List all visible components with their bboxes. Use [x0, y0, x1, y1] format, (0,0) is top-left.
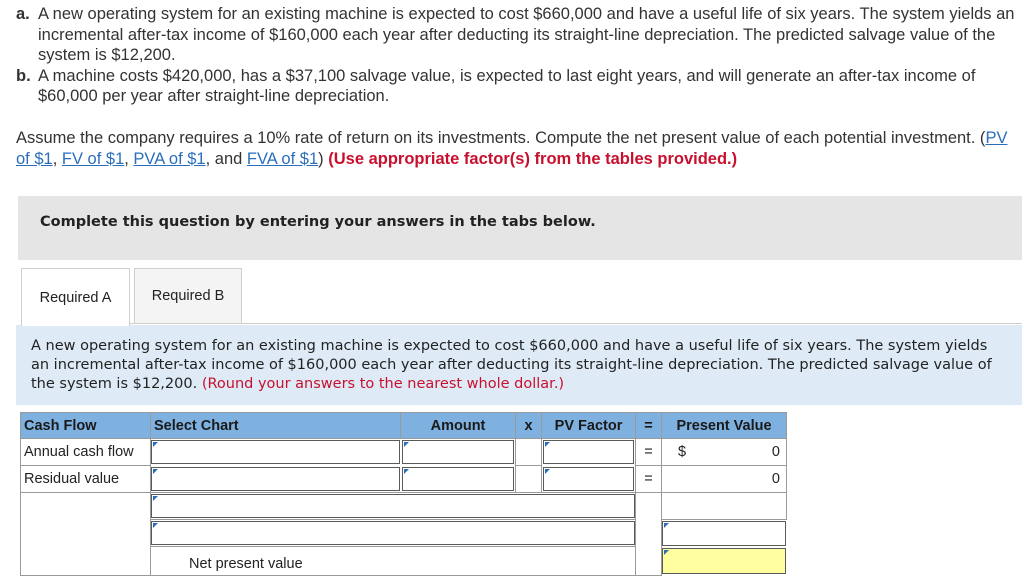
- rounding-note: (Round your answers to the nearest whole dollar.): [201, 376, 565, 392]
- present-value-amount: 0: [771, 444, 780, 460]
- multiply-cell: [515, 465, 542, 493]
- row-label-annual-cash-flow: Annual cash flow: [20, 438, 151, 466]
- link-pv-of-1[interactable]: PV of $1: [16, 129, 1008, 168]
- item-label: b.: [16, 66, 31, 85]
- question-box: [16, 325, 1022, 405]
- header-equals: =: [635, 412, 662, 439]
- pv-factor-input-residual-value[interactable]: [543, 467, 634, 491]
- present-value-residual-value: [661, 465, 787, 493]
- select-chart-residual-value[interactable]: [151, 467, 400, 491]
- blank-label-cell: [20, 492, 151, 576]
- item-text: A machine costs $420,000, has a $37,100 salvage value, is expected to last eight years, and will generate an after-tax income of $60,000 per year after straight-line depreciation.: [38, 66, 976, 105]
- separator: ,: [52, 149, 62, 168]
- present-value-amount: 0: [771, 471, 780, 487]
- question-text: A new operating system for an existing machine is expected to cost $660,000 and have a useful life of six years. The system yields an incremental after-tax income of $160,000 each year after deducting its straight-line depreciation. The predicted salvage value of the system is $12,200.: [31, 338, 992, 392]
- multiply-cell: [515, 438, 542, 466]
- equals-cell: =: [635, 438, 662, 466]
- blank-value-cell: [661, 492, 787, 520]
- emphasis-note: (Use appropriate factor(s) from the tables provided.): [328, 149, 738, 168]
- header-present-value: Present Value: [661, 412, 787, 439]
- separator: , and: [205, 149, 247, 168]
- item-text: A new operating system for an existing machine is expected to cost $660,000 and have a useful life of six years. The system yields an incremental after-tax income of $160,000 each year after deducting its straight-line depreciation. The predicted salvage value of the system is $12,200.: [38, 5, 1015, 64]
- header-multiply: x: [515, 412, 542, 439]
- tab-panel-border: [130, 323, 1022, 324]
- tab-required-b[interactable]: Required B: [134, 268, 242, 324]
- amount-input-annual-cash-flow[interactable]: [402, 440, 514, 464]
- link-fva-of-1[interactable]: FVA of $1: [246, 149, 319, 168]
- header-select-chart: Select Chart: [150, 412, 401, 439]
- instruction-lead: Assume the company requires a 10% rate of return on its investments. Compute the net present value of each potential investment. (: [16, 129, 986, 147]
- problem-statement: [16, 4, 1016, 107]
- problem-item-b: [16, 66, 1016, 107]
- blank-equals-cell: [635, 492, 662, 576]
- item-label: a.: [16, 5, 30, 23]
- equals-cell: =: [635, 465, 662, 493]
- tab-required-a[interactable]: Required A: [21, 268, 130, 326]
- link-pva-of-1[interactable]: PVA of $1: [133, 149, 206, 168]
- link-fv-of-1[interactable]: FV of $1: [61, 149, 125, 168]
- extra-value-input[interactable]: [662, 521, 786, 546]
- net-present-value-label: Net present value: [150, 546, 636, 576]
- pv-factor-input-annual-cash-flow[interactable]: [543, 440, 634, 464]
- extra-input-2[interactable]: [151, 521, 635, 545]
- header-amount: Amount: [400, 412, 516, 439]
- separator: ): [318, 149, 329, 168]
- amount-input-residual-value[interactable]: [402, 467, 514, 491]
- present-value-annual-cash-flow: [661, 438, 787, 466]
- problem-item-a: [16, 4, 1016, 66]
- select-chart-annual-cash-flow[interactable]: [151, 440, 400, 464]
- instruction-text: [16, 128, 1016, 169]
- header-pv-factor: PV Factor: [541, 412, 636, 439]
- instructions-banner: Complete this question by entering your answers in the tabs below.: [18, 196, 1022, 260]
- net-present-value-input[interactable]: [662, 548, 786, 574]
- row-label-residual-value: Residual value: [20, 465, 151, 493]
- extra-input-1[interactable]: [151, 494, 635, 518]
- currency-symbol: $: [678, 444, 687, 460]
- separator: ,: [124, 149, 134, 168]
- header-cash-flow: Cash Flow: [20, 412, 151, 439]
